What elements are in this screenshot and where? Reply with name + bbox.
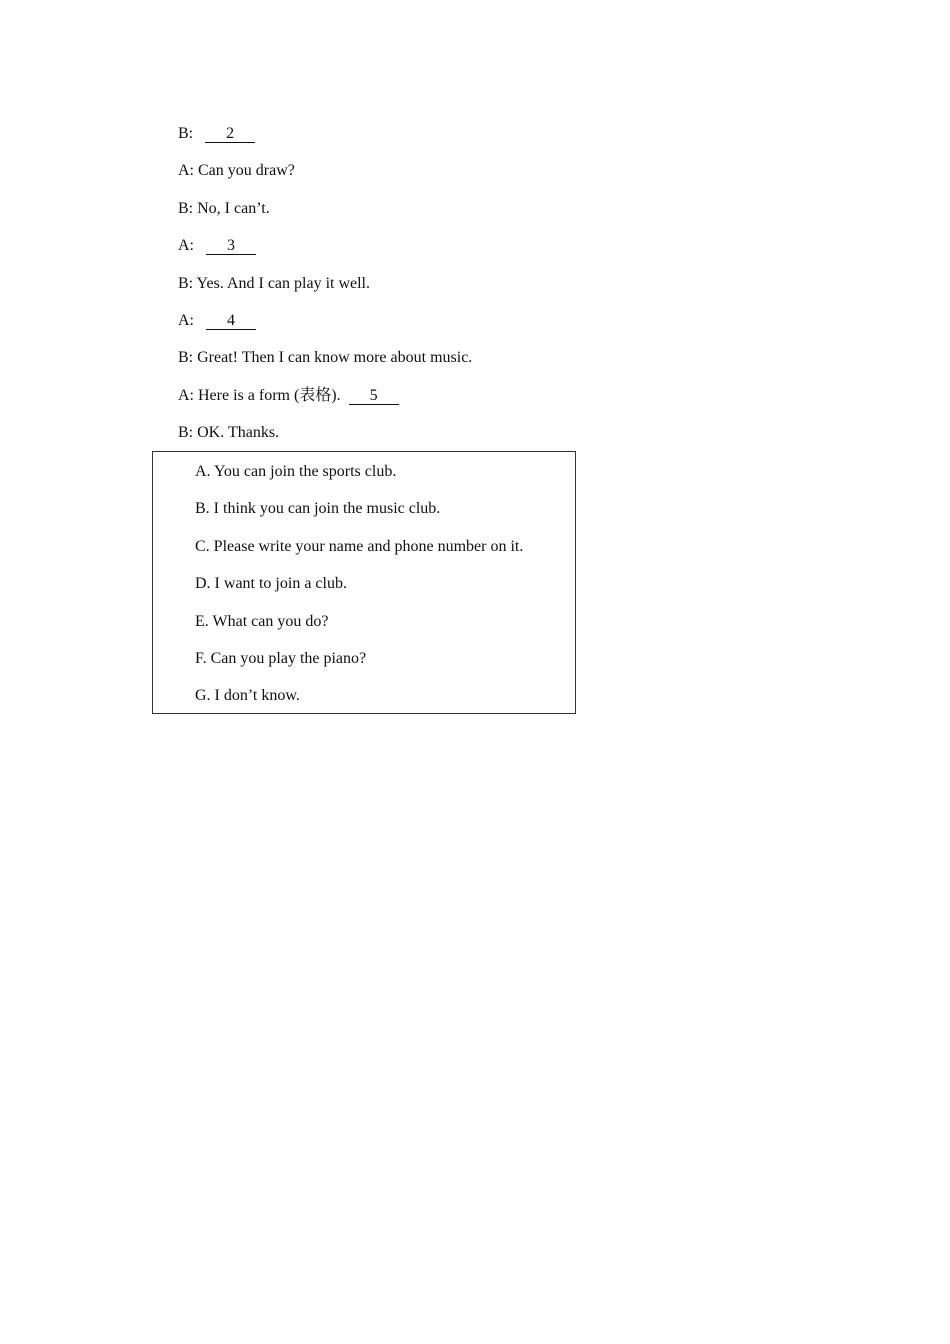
line-text: OK. Thanks. [197,424,280,442]
answer-blank[interactable]: 2 [205,125,255,143]
dialogue-line [178,160,472,197]
answer-blank[interactable]: 4 [206,312,256,330]
option-item: F. Can you play the piano? [195,649,367,667]
option-item: C. Please write your name and phone number on it. [195,537,524,555]
speaker-label: A: [178,162,194,180]
dialogue-line [178,347,472,384]
dialogue-line [178,385,472,422]
dialogue-line [178,310,472,347]
line-text: Here is a form (表格). [198,386,341,404]
option-item: B. I think you can join the music club. [195,500,441,518]
speaker-label: A: [178,386,194,404]
dialogue-line [178,123,472,160]
speaker-label: B: [178,199,194,217]
answer-blank[interactable]: 5 [349,387,399,405]
dialogue-line [178,273,472,310]
answer-blank[interactable]: 3 [206,237,256,255]
speaker-label: A: [178,311,194,329]
dialogue-line [178,198,472,235]
options-list [195,461,523,723]
option-item: E. What can you do? [195,612,329,630]
speaker-label: B: [178,424,194,442]
speaker-label: B: [178,274,194,292]
line-text: Can you draw? [198,162,295,180]
option-item: A. You can join the sports club. [195,463,397,480]
line-text: Yes. And I can play it well. [196,274,370,292]
dialogue [178,123,472,460]
options-box [152,451,576,714]
line-text: No, I can’t. [197,199,270,217]
speaker-label: B: [178,349,194,367]
option-item: G. I don’t know. [195,687,300,705]
dialogue-line [178,235,472,272]
speaker-label: A: [178,237,194,255]
option-item: D. I want to join a club. [195,575,347,593]
line-text: Great! Then I can know more about music. [197,349,473,367]
speaker-label: B: [178,125,194,142]
